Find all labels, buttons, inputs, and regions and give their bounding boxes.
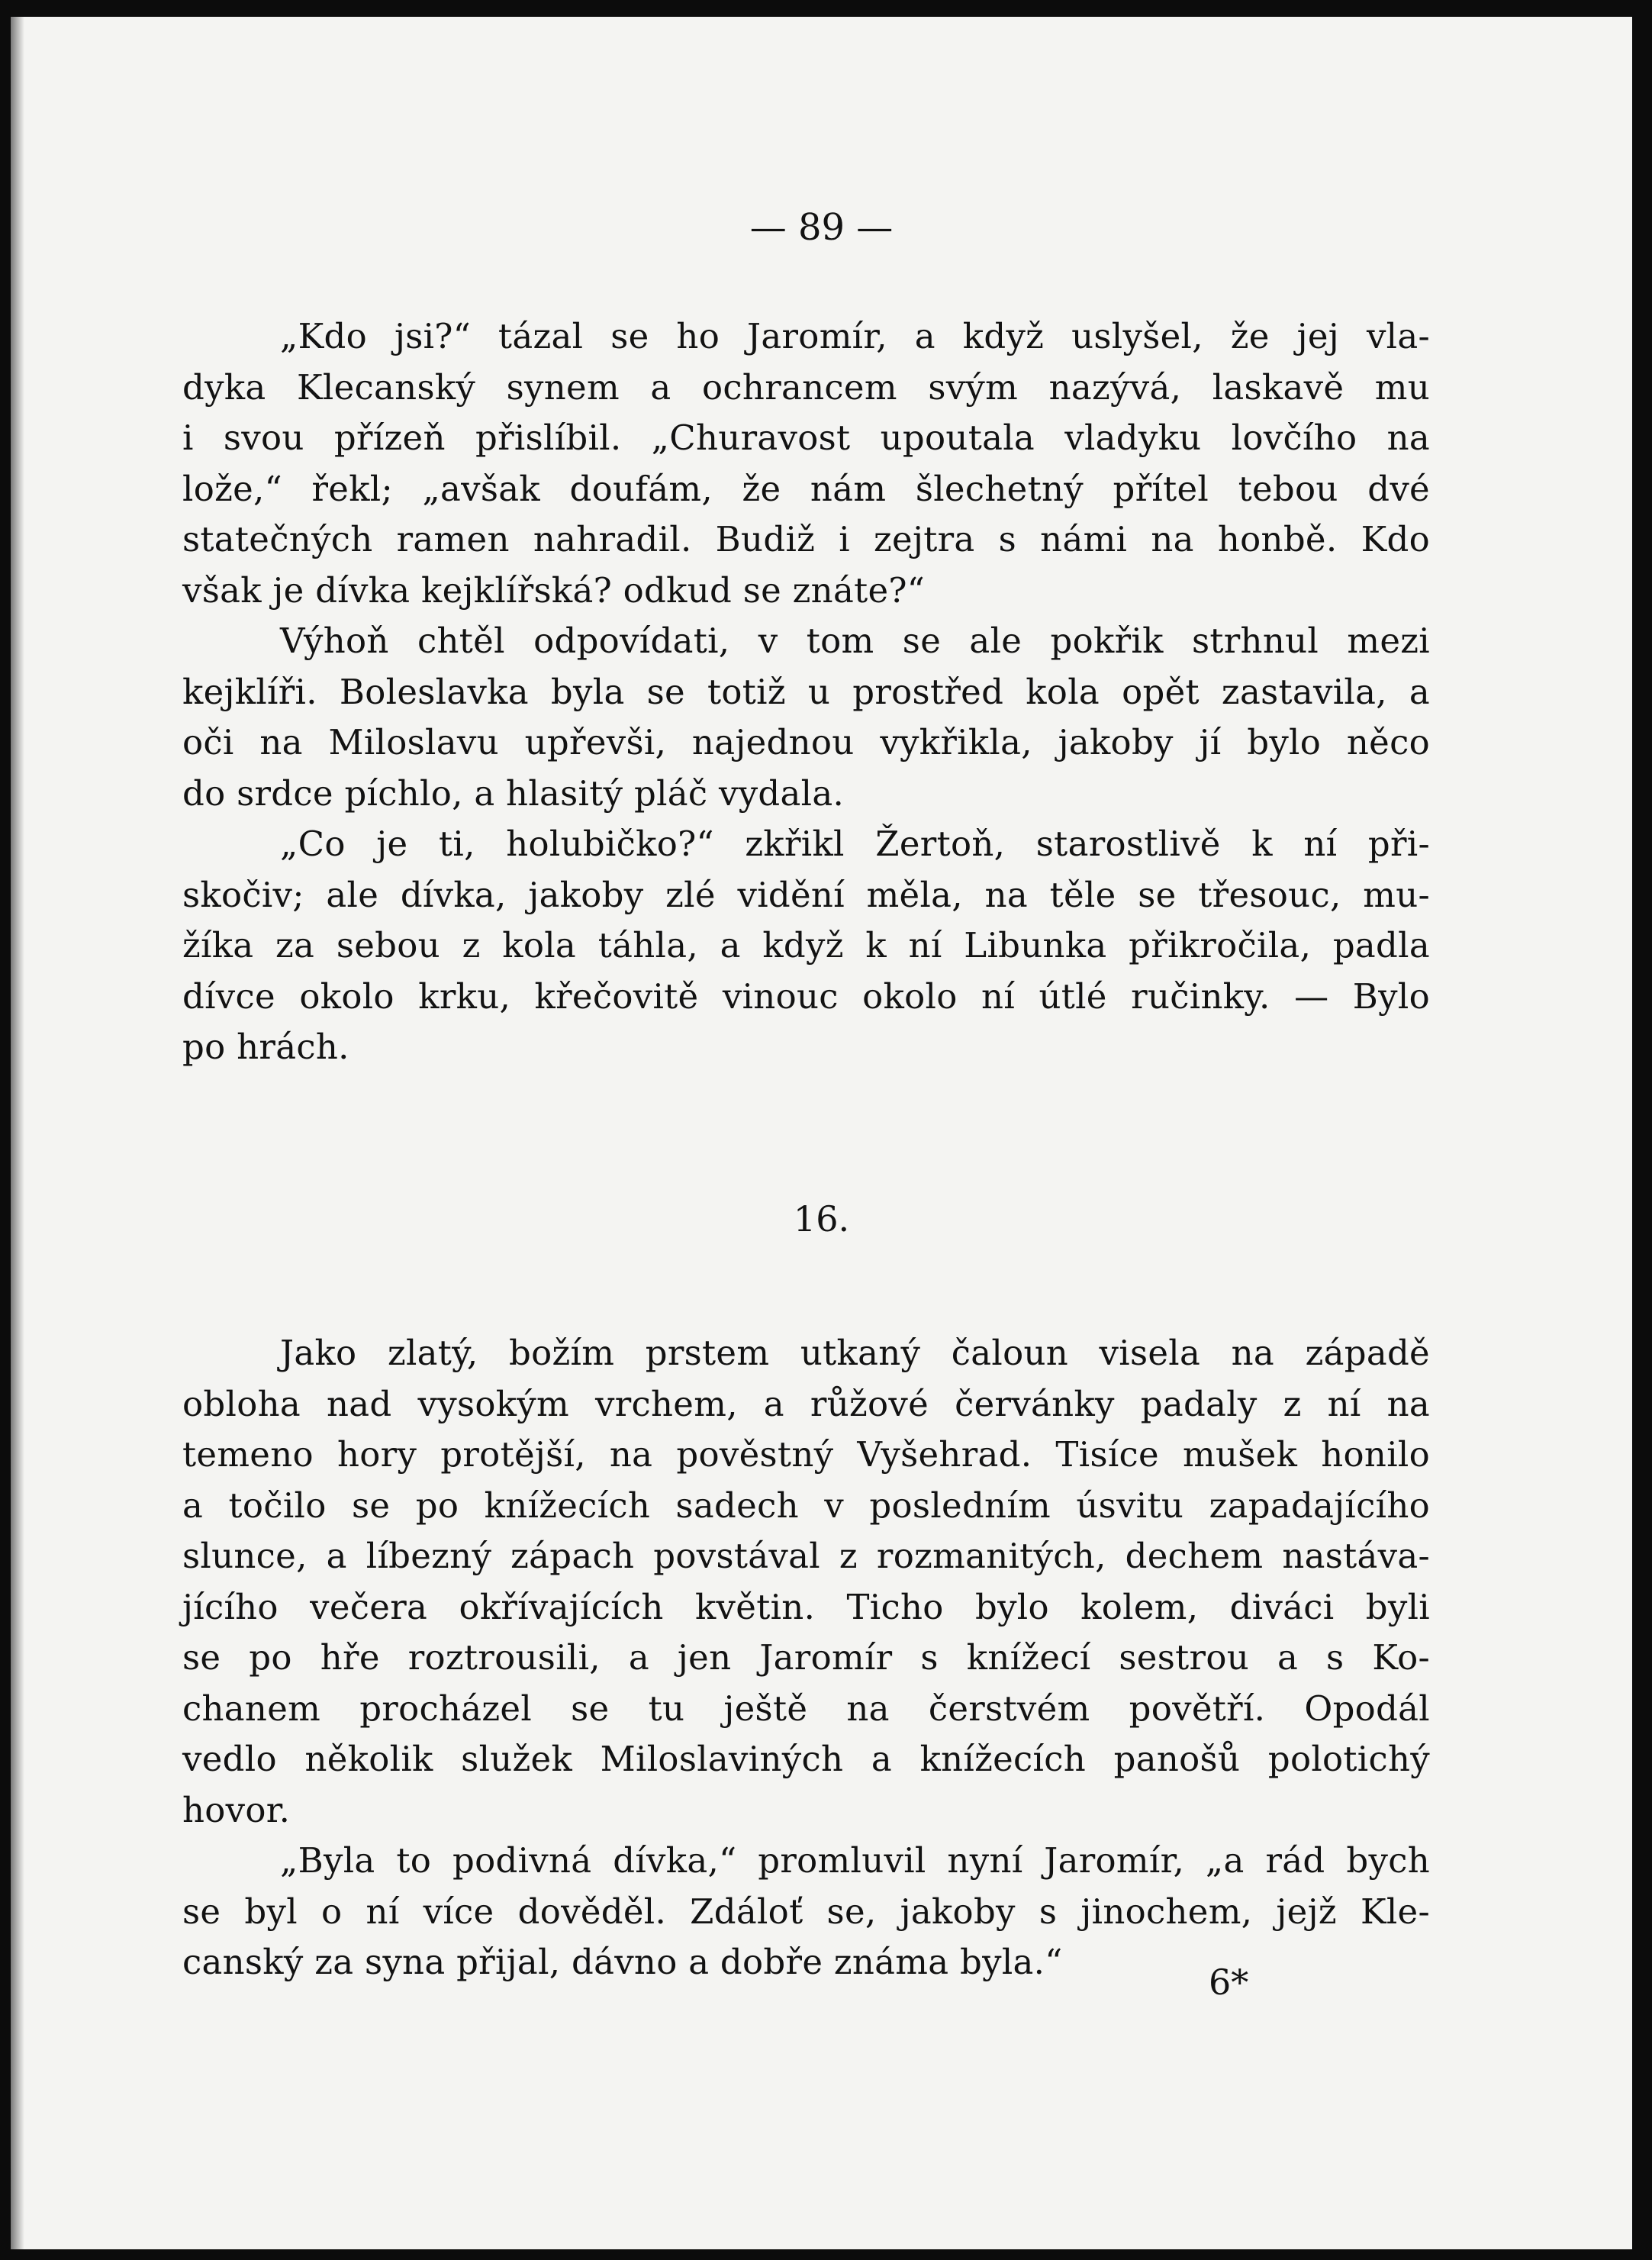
text-line: Jako zlatý, božím prstem utkaný čaloun visela na západě: [280, 1333, 1430, 1373]
text-line: hovor.: [182, 1789, 291, 1830]
text-line: vedlo několik služek Miloslaviných a knížecích panošů polotichý: [182, 1739, 1430, 1779]
text-line: „Co je ti, holubičko?“ zkřikl Žertoň, starostlivě k ní při-: [280, 824, 1430, 864]
text-line: chanem procházel se tu ještě na čerstvém povětří. Opodál: [182, 1688, 1430, 1729]
section-2-text: [182, 1328, 1430, 1988]
text-line: „Byla to podivná dívka,“ promluvil nyní Jaromír, „a rád bych: [280, 1840, 1430, 1881]
text-line: skočiv; ale dívka, jakoby zlé vidění měla, na těle se třesouc, mu-: [182, 874, 1430, 915]
text-line: dyka Klecanský synem a ochrancem svým nazývá, laskavě mu: [182, 366, 1430, 408]
text-line: i svou přízeň přislíbil. „Churavost upoutala vladyku lovčího na: [182, 418, 1430, 458]
text-line: Výhoň chtěl odpovídati, v tom se ale pokřik strhnul mezi: [280, 621, 1430, 661]
text-line: obloha nad vysokým vrchem, a růžové červánky padaly z ní na: [182, 1383, 1430, 1424]
text-line: canský za syna přijal, dávno a dobře známa byla.“: [182, 1942, 1063, 1982]
text-line: do srdce píchlo, a hlasitý pláč vydala.: [182, 772, 845, 814]
text-line: slunce, a líbezný zápach povstával z rozmanitých, dechem nastáva-: [182, 1536, 1430, 1576]
text-line: temeno hory protější, na pověstný Vyšehrad. Tisíce mušek honilo: [182, 1434, 1430, 1475]
binding-shadow: [11, 17, 24, 2249]
text-line: však je dívka kejklířská? odkud se znáte?“: [182, 569, 926, 611]
text-line: dívce okolo krku, křečovitě vinouc okolo ní útlé ručinky. — Bylo: [182, 975, 1430, 1017]
text-line: a točilo se po knížecích sadech v posledním úsvitu zapadajícího: [182, 1485, 1430, 1526]
text-line: žíka za sebou z kola táhla, a když k ní Libunka přikročila, padla: [182, 925, 1430, 966]
signature-mark: 6*: [1209, 1962, 1249, 2003]
page-number: — 89 —: [749, 206, 894, 249]
text-line: oči na Miloslavu upřevši, najednou vykřikla, jakoby jí bylo něco: [182, 722, 1430, 762]
text-line: lože,“ řekl; „avšak doufám, že nám šlechetný přítel tebou dvé: [182, 468, 1430, 509]
book-page: [11, 17, 1632, 2249]
text-line: se byl o ní více dověděl. Zdáloť se, jakoby s jinochem, jejž Kle-: [182, 1891, 1430, 1932]
chapter-number: 16.: [793, 1198, 850, 1240]
text-line: jícího večera okřívajících květin. Ticho bylo kolem, diváci byli: [182, 1586, 1430, 1627]
text-line: se po hře roztrousili, a jen Jaromír s knížecí sestrou a s Ko-: [182, 1637, 1430, 1678]
text-line: „Kdo jsi?“ tázal se ho Jaromír, a když uslyšel, že jej vla-: [280, 316, 1430, 356]
section-1-text: [182, 311, 1430, 1073]
text-line: statečných ramen nahradil. Budiž i zejtra s námi na honbě. Kdo: [182, 519, 1430, 559]
text-line: po hrách.: [182, 1027, 349, 1067]
text-line: kejklíři. Boleslavka byla se totiž u prostřed kola opět zastavila, a: [182, 671, 1430, 712]
